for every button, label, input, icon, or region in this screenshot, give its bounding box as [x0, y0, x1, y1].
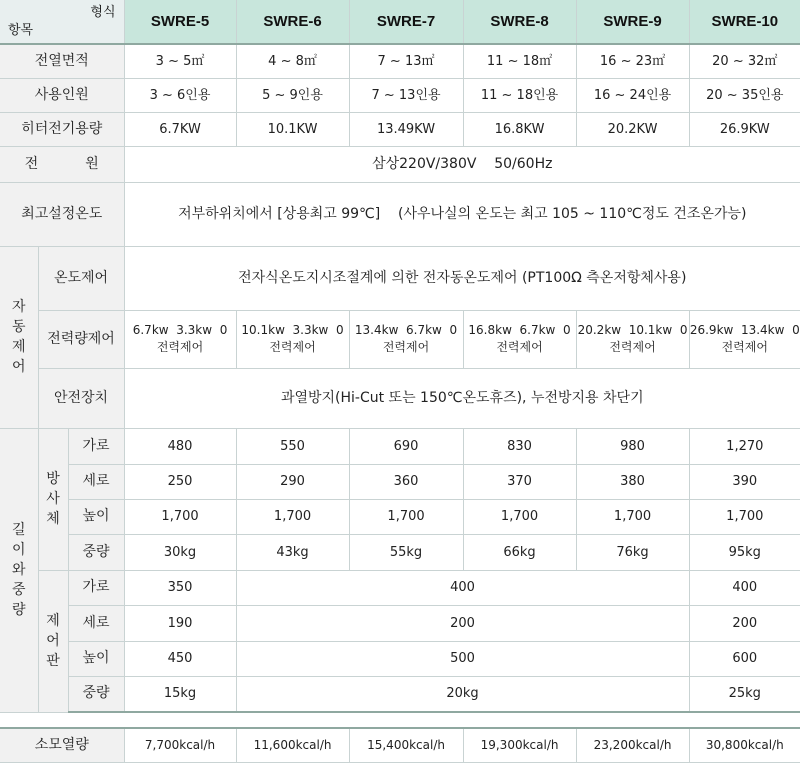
panel-height-row: [0, 641, 800, 676]
max-temp-value: 저부하위치에서 [상용최고 99℃] (사우나실의 온도는 최고 105 ~ 110℃정도 건조온가능): [124, 182, 800, 246]
table-cell: 980: [576, 428, 689, 464]
table-cell: 13.49KW: [349, 112, 463, 146]
row-label: 중량: [68, 534, 124, 570]
row-label: 가로: [68, 428, 124, 464]
model-header: SWRE-9: [576, 0, 689, 44]
table-cell: 30,800kcal/h: [689, 728, 800, 762]
table-cell: 11 ~ 18㎡: [463, 44, 576, 78]
table-cell: 360: [349, 464, 463, 499]
table-cell: 43kg: [236, 534, 349, 570]
row-label: 높이: [68, 641, 124, 676]
auto-control-group-label: 자 동 제 어: [0, 246, 38, 428]
table-cell: 190: [124, 605, 236, 641]
area-row: [0, 44, 800, 78]
table-cell: 15,400kcal/h: [349, 728, 463, 762]
table-cell: 400: [689, 570, 800, 605]
table-cell: 7 ~ 13인용: [349, 78, 463, 112]
safety-row: [0, 368, 800, 428]
heat-row: [0, 728, 800, 762]
table-cell: 290: [236, 464, 349, 499]
table-cell: 25kg: [689, 676, 800, 712]
table-cell: 1,270: [689, 428, 800, 464]
table-cell: 1,700: [349, 499, 463, 534]
table-cell: 200: [236, 605, 689, 641]
power-control-row: [0, 310, 800, 368]
table-cell: 380: [576, 464, 689, 499]
power-control-cell: 6.7kw 3.3kw 0 전력제어: [124, 310, 236, 368]
safety-value: 과열방지(Hi-Cut 또는 150℃온도휴즈), 누전방지용 차단기: [124, 368, 800, 428]
power-control-cell: 20.2kw 10.1kw 0 전력제어: [576, 310, 689, 368]
table-cell: 830: [463, 428, 576, 464]
table-cell: 7 ~ 13㎡: [349, 44, 463, 78]
table-cell: 3 ~ 6인용: [124, 78, 236, 112]
panel-weight-row: [0, 676, 800, 712]
model-header: SWRE-10: [689, 0, 800, 44]
table-cell: 5 ~ 9인용: [236, 78, 349, 112]
table-cell: 1,700: [124, 499, 236, 534]
model-header: SWRE-5: [124, 0, 236, 44]
radiator-weight-row: [0, 534, 800, 570]
table-cell: 1,700: [576, 499, 689, 534]
table-cell: 20.2KW: [576, 112, 689, 146]
radiator-width-row: [0, 428, 800, 464]
table-cell: 16 ~ 24인용: [576, 78, 689, 112]
power-control-cell: 13.4kw 6.7kw 0 전력제어: [349, 310, 463, 368]
table-cell: 20kg: [236, 676, 689, 712]
spacer-row: [0, 712, 800, 728]
table-cell: 19,300kcal/h: [463, 728, 576, 762]
temp-control-row: [0, 246, 800, 310]
table-cell: 20 ~ 32㎡: [689, 44, 800, 78]
row-label: 중량: [68, 676, 124, 712]
table-cell: 250: [124, 464, 236, 499]
row-label: 온도제어: [38, 246, 124, 310]
table-cell: 1,700: [463, 499, 576, 534]
table-cell: 10.1KW: [236, 112, 349, 146]
heater-row: [0, 112, 800, 146]
row-label: 세로: [68, 605, 124, 641]
row-label: 세로: [68, 464, 124, 499]
model-header: SWRE-8: [463, 0, 576, 44]
table-cell: 11,600kcal/h: [236, 728, 349, 762]
model-header: SWRE-6: [236, 0, 349, 44]
spacer: [0, 712, 800, 728]
table-cell: 480: [124, 428, 236, 464]
table-cell: 1,700: [236, 499, 349, 534]
corner-item-label: 항목: [8, 23, 34, 38]
row-label: 높이: [68, 499, 124, 534]
header-corner: [0, 0, 124, 44]
power-row: [0, 146, 800, 182]
table-cell: 4 ~ 8㎡: [236, 44, 349, 78]
row-label: 가로: [68, 570, 124, 605]
power-value: 삼상220V/380V 50/60Hz: [124, 146, 800, 182]
table-cell: 550: [236, 428, 349, 464]
table-cell: 690: [349, 428, 463, 464]
row-label: 전력량제어: [38, 310, 124, 368]
radiator-depth-row: [0, 464, 800, 499]
row-label: 사용인원: [0, 78, 124, 112]
radiator-group-label: 방 사 체: [38, 428, 68, 570]
table-cell: 15kg: [124, 676, 236, 712]
power-label-2: 원: [85, 155, 99, 172]
corner-model-label: 형식: [90, 5, 116, 20]
table-cell: 16 ~ 23㎡: [576, 44, 689, 78]
table-cell: 26.9KW: [689, 112, 800, 146]
row-label: 최고설정온도: [0, 182, 124, 246]
table-cell: 76kg: [576, 534, 689, 570]
row-label: 안전장치: [38, 368, 124, 428]
table-cell: 400: [236, 570, 689, 605]
table-cell: 3 ~ 5㎡: [124, 44, 236, 78]
table-cell: 6.7KW: [124, 112, 236, 146]
header-row: [0, 0, 800, 44]
table-cell: 7,700kcal/h: [124, 728, 236, 762]
temp-control-value: 전자식온도지시조절계에 의한 전자동온도제어 (PT100Ω 측온저항체사용): [124, 246, 800, 310]
capacity-row: [0, 78, 800, 112]
power-control-cell: 16.8kw 6.7kw 0 전력제어: [463, 310, 576, 368]
panel-group-label: 제 어 판: [38, 570, 68, 712]
row-label: 소모열량: [0, 728, 124, 762]
radiator-height-row: [0, 499, 800, 534]
table-cell: 20 ~ 35인용: [689, 78, 800, 112]
table-cell: 370: [463, 464, 576, 499]
max-temp-row: [0, 182, 800, 246]
table-cell: 23,200kcal/h: [576, 728, 689, 762]
table-cell: 1,700: [689, 499, 800, 534]
size-weight-group-label: 길 이 와 중 량: [0, 428, 38, 712]
table-cell: 16.8KW: [463, 112, 576, 146]
panel-width-row: [0, 570, 800, 605]
row-label: 전열면적: [0, 44, 124, 78]
row-label: 히터전기용량: [0, 112, 124, 146]
table-cell: 95kg: [689, 534, 800, 570]
table-cell: 11 ~ 18인용: [463, 78, 576, 112]
table-cell: 350: [124, 570, 236, 605]
table-cell: 30kg: [124, 534, 236, 570]
table-cell: 55kg: [349, 534, 463, 570]
row-label: [0, 146, 124, 182]
table-cell: 450: [124, 641, 236, 676]
power-label-1: 전: [24, 155, 39, 172]
table-cell: 600: [689, 641, 800, 676]
table-cell: 66kg: [463, 534, 576, 570]
power-control-cell: 26.9kw 13.4kw 0 전력제어: [689, 310, 800, 368]
panel-depth-row: [0, 605, 800, 641]
model-header: SWRE-7: [349, 0, 463, 44]
table-cell: 500: [236, 641, 689, 676]
power-control-cell: 10.1kw 3.3kw 0 전력제어: [236, 310, 349, 368]
table-cell: 200: [689, 605, 800, 641]
table-cell: 390: [689, 464, 800, 499]
